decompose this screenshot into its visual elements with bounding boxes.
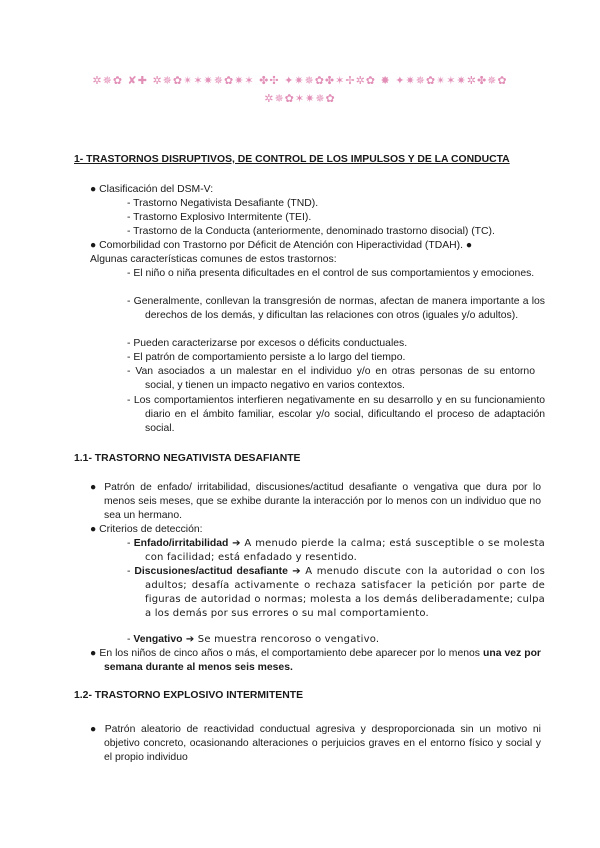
criterion-text: ➔ Se muestra rencoroso o vengativo. [182,634,380,645]
criterion-label: Vengativo [133,634,183,645]
criterion-text: ➔ A menudo discute con la autoridad o con los adultos; desafía activamente o rechaza satisfacer la petición por parte de figuras de autoridad o normas; molesta a los demás deliberadamente; culpa a los demás por sus errores o su mal comportamiento. [145,566,545,619]
criterion-label: Discusiones/actitud desafiante [134,566,288,577]
section-1-2-heading: 1.2- TRASTORNO EXPLOSIVO INTERMITENTE [74,690,304,701]
criterion-anger [127,537,545,565]
common-feature-item: - El niño o niña presenta dificultades en el control de sus comportamientos y emociones. [127,268,535,279]
bullet-dsm-classification: ● Clasificación del DSM-V: [90,184,214,195]
section-1-heading: 1- TRASTORNOS DISRUPTIVOS, DE CONTROL DE LOS IMPULSOS Y DE LA CONDUCTA [74,154,510,165]
common-feature-item: - Van asociados a un malestar en el individuo y/o en otras personas de su entorno social, y tienen un impacto negativo en varios contextos. [127,366,535,391]
frequency-bold: una vez por semana durante al menos seis meses. [104,648,541,673]
bullet-comorbidity: ● Comorbilidad con Trastorno por Déficit de Atención con Hiperactividad (TDAH). ● [90,240,473,251]
criterion-text: ➔ A menudo pierde la calma; está susceptible o se molesta con facilidad; está enfadado y resentido. [145,538,545,563]
criterion-vindictive [127,633,379,647]
dsm-item: - Trastorno Negativista Desafiante (TND). [127,198,319,209]
common-feature-item: - Los comportamientos interfieren negativamente en su desarrollo y en su funcionamiento diario en el ámbito familiar, escolar y/o social, dificultando el proceso de adaptación social. [127,395,545,434]
common-feature-item: - Pueden caracterizarse por excesos o déficits conductuales. [127,338,408,349]
criterion-label: Enfado/irritabilidad [133,538,229,549]
criterion-dash: - [127,634,134,645]
criterion-dash: - [127,566,135,577]
common-feature-item: - Generalmente, conllevan la transgresión de normas, afectan de manera importante a los derechos de los demás, y dificultan las relaciones con otros (iguales y/o adultos). [127,296,545,321]
dsm-item: - Trastorno de la Conducta (anteriormente, denominado trastorno disocial) (TC). [127,226,495,237]
bullet-tei-pattern: ● Patrón aleatorio de reactividad conductual agresiva y desproporcionada sin un motivo ni objetivo concreto, ocasionando alteraciones o perjuicios graves en el entorno físico y social y el propio individuo [90,724,541,763]
common-features-intro: Algunas características comunes de estos trastornos: [90,254,337,265]
bullet-frequency [90,647,541,675]
bullet-tnd-pattern: ● Patrón de enfado/ irritabilidad, discusiones/actitud desafiante o vengativa que dura por lo menos seis meses, que se exhibe durante la interacción por lo menos con un individuo que no sea un hermano. [90,482,541,521]
section-1-1-heading: 1.1- TRASTORNO NEGATIVISTA DESAFIANTE [74,453,301,464]
dsm-item: - Trastorno Explosivo Intermitente (TEI). [127,212,312,223]
decorative-title: ✲✵✿ ✘✚ ✲✵✿✴✶✷✵✿✷✶ ✤✣ ✦✷✵✿✤✶✢✲✿ ✸ ✦✷✵✿✴✶✷✲✤✵✿ ✲✵✿✶✷✵✿ [92,74,508,105]
frequency-text: ● En los niños de cinco años o más, el comportamiento debe aparecer por lo menos [90,648,483,659]
criterion-defiance [127,565,545,621]
bullet-detection-criteria: ● Criterios de detección: [90,524,203,535]
common-feature-item: - El patrón de comportamiento persiste a lo largo del tiempo. [127,352,406,363]
criterion-dash: - [127,538,134,549]
